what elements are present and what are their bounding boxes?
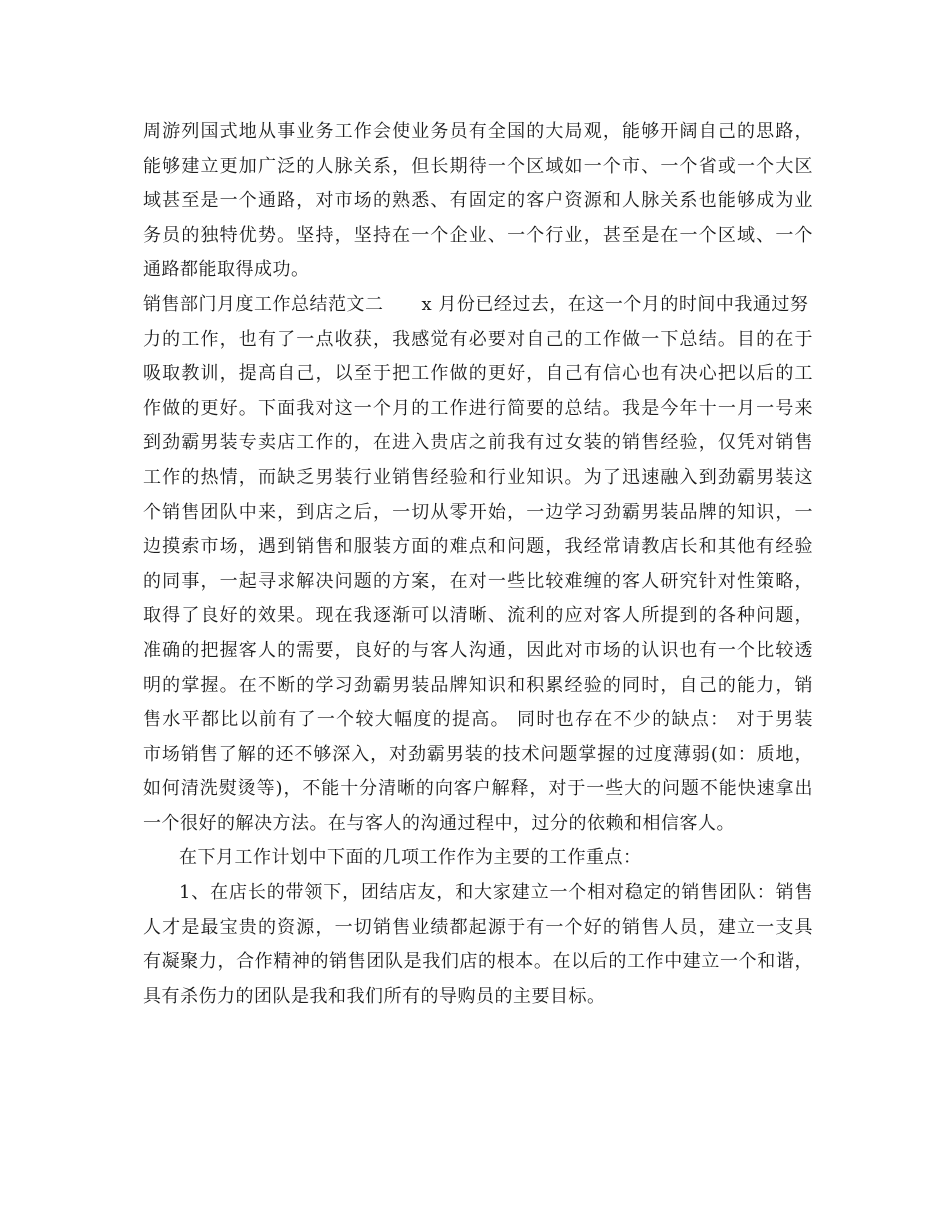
text-line: 务员的独特优势。坚持，坚持在一个企业、一个行业，甚至是在一个区域、一个 — [143, 224, 813, 246]
text-line: 一个很好的解决方法。在与客人的沟通过程中，过分的依赖和相信客人。 — [143, 812, 735, 834]
text-line: 市场销售了解的还不够深入，对劲霸男装的技术问题掌握的过度薄弱(如：质地， — [143, 743, 813, 765]
text-line: 通路都能取得成功。 — [143, 259, 310, 281]
text-line: 的同事，一起寻求解决问题的方案，在对一些比较难缠的客人研究针对性策略， — [143, 570, 813, 592]
text-line: 个销售团队中来，到店之后，一切从零开始，一边学习劲霸男装品牌的知识，一 — [143, 501, 813, 523]
section-title: 销售部门月度工作总结范文二 — [143, 293, 384, 315]
text-line: 人才是最宝贵的资源，一切销售业绩都起源于有一个好的销售人员，建立一支具 — [143, 916, 813, 938]
text-line: 作做的更好。下面我对这一个月的工作进行简要的总结。我是今年十一月一号来 — [143, 397, 813, 419]
text-line: 明的掌握。在不断的学习劲霸男装品牌知识和积累经验的同时，自己的能力，销 — [143, 674, 813, 696]
text-line: 到劲霸男装专卖店工作的，在进入贵店之前我有过女装的销售经验，仅凭对销售 — [143, 432, 813, 454]
text-line: 力的工作，也有了一点收获，我感觉有必要对自己的工作做一下总结。目的在于 — [143, 328, 813, 350]
text-line: 准确的把握客人的需要，良好的与客人沟通，因此对市场的认识也有一个比较透 — [143, 639, 813, 661]
text-line: 周游列国式地从事业务工作会使业务员有全国的大局观，能够开阔自己的思路， — [143, 121, 813, 142]
section-heading-line — [143, 288, 813, 323]
section-first-line: x 月份已经过去，在这一个月的时间中我通过努 — [421, 293, 809, 315]
text-line: 售水平都比以前有了一个较大幅度的提高。 同时也存在不少的缺点： 对于男装 — [143, 709, 813, 731]
text-line: 如何清洗熨烫等)，不能十分清晰的向客户解释，对于一些大的问题不能快速拿出 — [143, 778, 813, 800]
text-line: 工作的热情，而缺乏男装行业销售经验和行业知识。为了迅速融入到劲霸男装这 — [143, 466, 813, 488]
text-line: 1、在店长的带领下，团结店友，和大家建立一个相对稳定的销售团队：销售 — [179, 882, 813, 904]
text-line: 取得了良好的效果。现在我逐渐可以清晰、流利的应对客人所提到的各种问题， — [143, 605, 813, 627]
text-line: 具有杀伤力的团队是我和我们所有的导购员的主要目标。 — [143, 985, 606, 1007]
text-line: 吸取教训，提高自己，以至于把工作做的更好，自己有信心也有决心把以后的工 — [143, 363, 813, 385]
text-line: 域甚至是一个通路，对市场的熟悉、有固定的客户资源和人脉关系也能够成为业 — [143, 190, 813, 212]
document-body — [143, 115, 813, 1014]
text-line: 有凝聚力，合作精神的销售团队是我们店的根本。在以后的工作中建立一个和谐， — [143, 951, 813, 973]
plan-intro: 在下月工作计划中下面的几项工作作为主要的工作重点： — [179, 847, 642, 869]
text-line: 能够建立更加广泛的人脉关系，但长期待一个区域如一个市、一个省或一个大区 — [143, 155, 813, 177]
text-line: 边摸索市场，遇到销售和服装方面的难点和问题，我经常请教店长和其他有经验 — [143, 536, 813, 558]
